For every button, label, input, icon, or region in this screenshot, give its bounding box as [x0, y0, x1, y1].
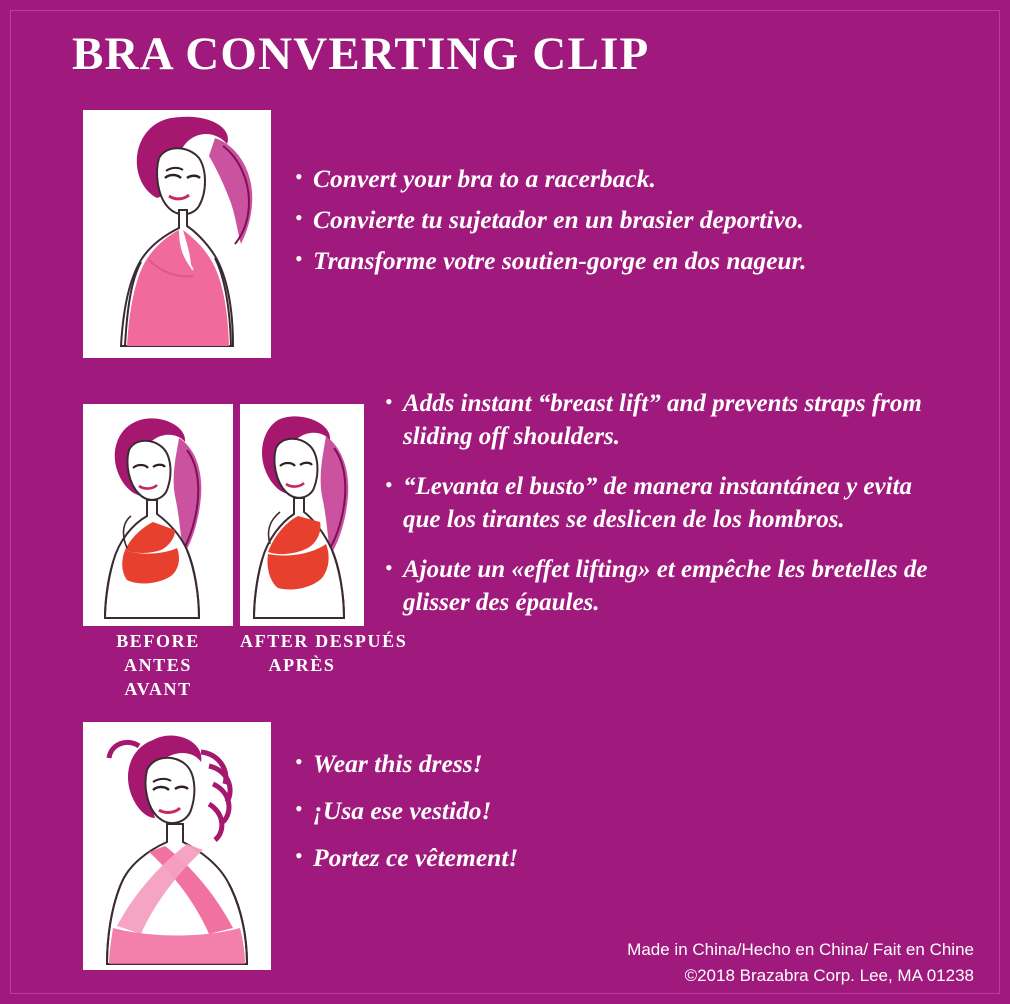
bullet-list-dress	[295, 748, 855, 889]
bullet-icon: •	[295, 246, 303, 272]
bullet-list-racerback	[295, 163, 935, 286]
caption-after	[240, 630, 408, 678]
bullet-text-es: ¡Usa ese vestido!	[313, 796, 492, 826]
list-item	[295, 163, 935, 195]
caption-before-line2: ANTES	[123, 654, 193, 675]
bullet-text-en: Adds instant “breast lift” and prevents straps from sliding off shoulders.	[403, 390, 922, 450]
list-item	[295, 748, 855, 780]
bullet-text-en: Wear this dress!	[313, 749, 483, 778]
illustration-before	[83, 404, 233, 626]
footer-origin: Made in China/Hecho en China/ Fait en Chine	[627, 940, 974, 959]
footer	[627, 937, 974, 988]
list-item	[295, 842, 855, 874]
bullet-icon: •	[295, 796, 303, 822]
illustration-dress	[83, 722, 271, 970]
list-item	[295, 204, 935, 236]
bullet-text-es: Convierte tu sujetador en un brasier deportivo.	[313, 205, 804, 235]
bullet-text-en: Convert your bra to a racerback.	[313, 164, 656, 193]
illustration-after	[240, 404, 364, 626]
bullet-icon: •	[295, 205, 303, 231]
page-title: BRA CONVERTING CLIP	[72, 28, 650, 80]
bullet-text-es: “Levanta el busto” de manera instantánea y evita que los tirantes se deslicen de los hombros.	[403, 473, 913, 533]
bullet-text-fr: Ajoute un «effet lifting» et empêche les bretelles de glisser des épaules.	[403, 556, 928, 616]
caption-before	[83, 630, 233, 701]
caption-before-line3: AVANT	[124, 678, 192, 699]
bullet-icon: •	[385, 472, 393, 497]
caption-after-line2: APRÈS	[268, 654, 336, 675]
list-item	[295, 245, 935, 277]
bullet-text-fr: Transforme votre soutien-gorge en dos nageur.	[313, 246, 807, 276]
footer-copyright: ©2018 Brazabra Corp. Lee, MA 01238	[684, 965, 974, 985]
bullet-icon: •	[385, 555, 393, 580]
caption-before-line1: BEFORE	[116, 631, 200, 651]
bullet-icon: •	[295, 164, 303, 189]
list-item	[385, 388, 945, 453]
bullet-icon: •	[295, 843, 303, 869]
list-item	[385, 554, 945, 619]
bullet-icon: •	[385, 389, 393, 414]
illustration-racerback	[83, 110, 271, 358]
caption-after-line1: AFTER DESPUÉS	[240, 631, 408, 651]
bullet-icon: •	[295, 749, 303, 774]
list-item	[385, 471, 945, 536]
bullet-text-fr: Portez ce vêtement!	[313, 843, 519, 873]
bullet-list-lift	[385, 388, 945, 637]
list-item	[295, 795, 855, 827]
